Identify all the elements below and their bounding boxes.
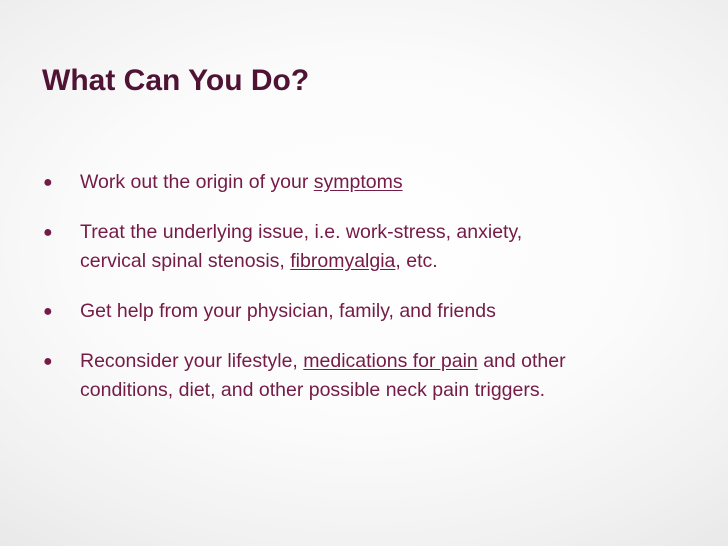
slide-title: What Can You Do? xyxy=(42,64,310,97)
medications-for-pain-link[interactable]: medications for pain xyxy=(303,350,478,372)
fibromyalgia-link[interactable]: fibromyalgia xyxy=(290,250,396,272)
bullet-item-get-help xyxy=(42,297,702,326)
bullet-dot-icon: ● xyxy=(43,303,53,320)
bullet-item-symptoms xyxy=(42,168,702,197)
bullet-item-treat-issue xyxy=(42,218,702,276)
bullet-item-reconsider-lifestyle xyxy=(42,347,702,405)
bullet-line xyxy=(80,247,702,276)
bullet-text: , etc. xyxy=(395,250,438,272)
bullet-line: Get help from your physician, family, and friends xyxy=(80,300,496,322)
bullet-dot-icon: ● xyxy=(43,224,53,241)
bullet-line xyxy=(80,168,702,197)
symptoms-link[interactable]: symptoms xyxy=(313,171,403,193)
bullet-line xyxy=(80,347,702,376)
bullet-text: Reconsider your lifestyle, xyxy=(80,350,304,372)
bullet-text: and other xyxy=(477,350,566,372)
bullet-dot-icon: ● xyxy=(43,174,53,191)
bullet-list xyxy=(42,168,702,405)
bullet-line: Treat the underlying issue, i.e. work-stress, anxiety, xyxy=(80,221,523,243)
bullet-text: Work out the origin of your xyxy=(80,171,314,193)
bullet-text: cervical spinal stenosis, xyxy=(80,250,291,272)
bullet-line: conditions, diet, and other possible neck pain triggers. xyxy=(80,379,546,401)
bullet-dot-icon: ● xyxy=(43,353,53,370)
